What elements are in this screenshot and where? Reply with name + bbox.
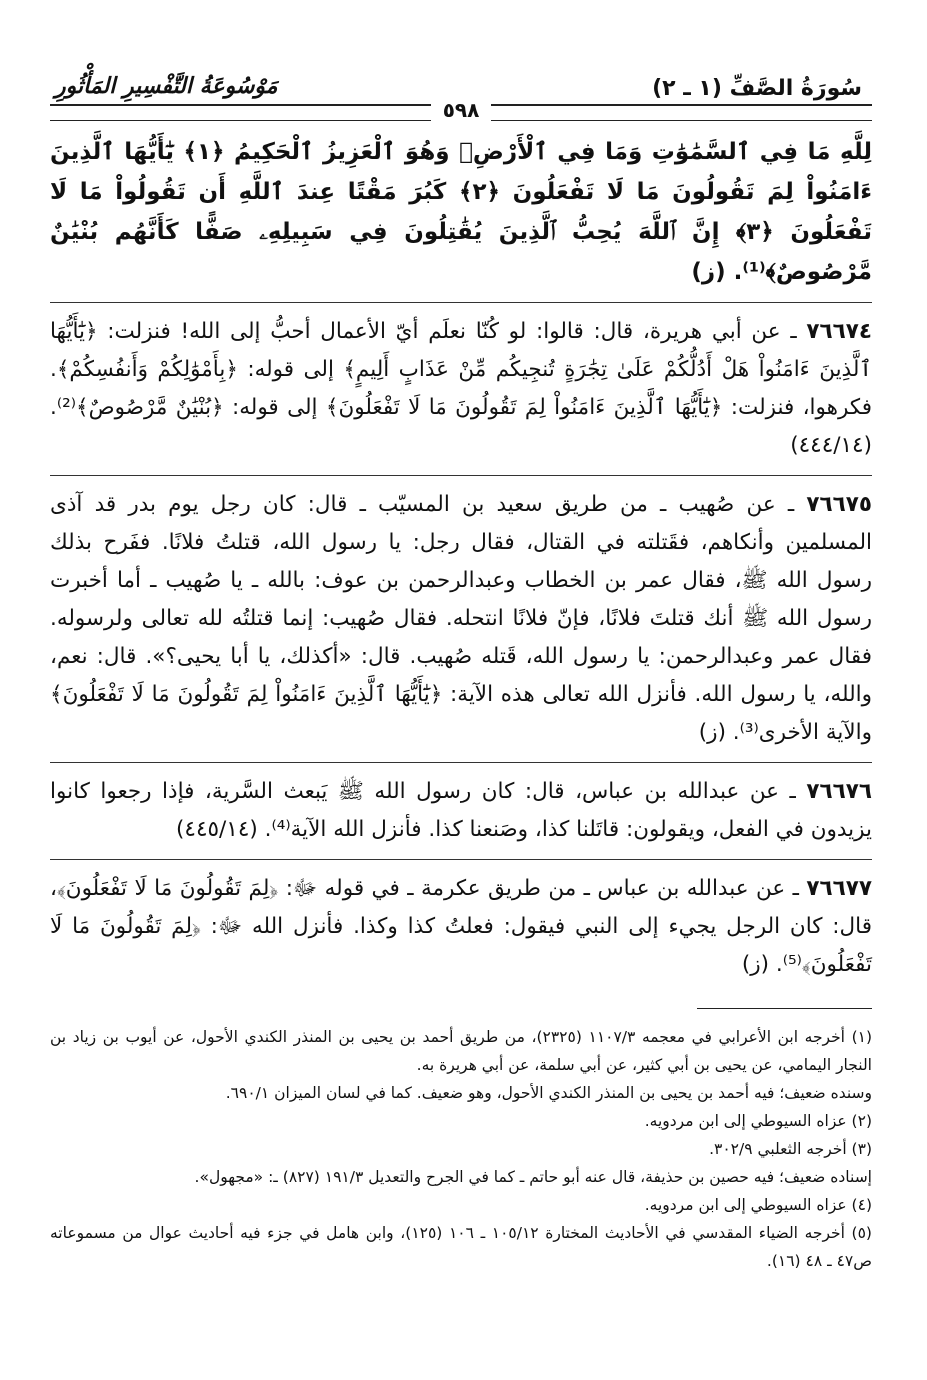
- separator: [50, 859, 872, 860]
- book-title: مَوْسُوعَةُ التَّفْسِيرِ المَأْثُورِ: [55, 74, 278, 99]
- separator: [50, 302, 872, 303]
- surah-title: سُورَةُ الصَّفِّ (١ ـ ٢): [652, 76, 862, 101]
- quran-verses: لِلَّهِ مَا فِي ٱلسَّمَٰوَٰتِ وَمَا فِي ٱلْأَرْضِۖ وَهُوَ ٱلْعَزِيزُ ٱلْحَكِيمُ ﴿١﴾ يَٰٓأَيُّهَا ٱلَّذِينَ ءَامَنُواْ لِمَ تَقُولُونَ مَا لَا تَفْعَلُونَ ﴿٢﴾ كَبُرَ مَقْتًا عِندَ ٱللَّهِ أَن تَقُولُواْ مَا لَا تَفْعَلُونَ ﴿٣﴾ إِنَّ ٱللَّهَ يُحِبُّ ٱلَّذِينَ يُقَٰتِلُونَ فِي سَبِيلِهِۦ صَفًّا كَأَنَّهُم بُنْيَٰنٌ مَّرْصُوصٌ﴾⁽¹⁾. (ز): [50, 139, 873, 285]
- footnote: إسناده ضعيف؛ فيه حصين بن حذيفة، قال عنه أبو حاتم ـ كما في الجرح والتعديل ١٩١/٣ (٨٢٧) ـ: «مجهول».: [194, 1168, 872, 1186]
- footnote-rule: [697, 1008, 872, 1009]
- footnote: (٤) عزاه السيوطي إلى ابن مردويه.: [644, 1196, 872, 1214]
- footnote: وسنده ضعيف؛ فيه أحمد بن يحيى بن المنذر الكندي الأحول، وهو ضعيف. كما في لسان الميزان ٦٩٠/١.: [225, 1084, 872, 1102]
- narration-entry: [50, 773, 872, 849]
- separator: [50, 762, 872, 763]
- footnote: (٥) أخرجه الضياء المقدسي في الأحاديث المختارة ١٠٥/١٢ ـ ١٠٦ (١٢٥)، وابن هامل في جزء فيه أحاديث عوال من مسموعاته ص٤٧ ـ ٤٨ (١٦).: [50, 1224, 872, 1270]
- narration-reference: (٤٤٥/١٤): [176, 817, 258, 842]
- narration-text: ـ عن أبي هريرة، قال: قالوا: لو كُنّا نعلَم أيّ الأعمال أحبُّ إلى الله! فنزلت: ﴿يَٰٓأَيُّهَا ٱلَّذِينَ ءَامَنُواْ هَلْ أَدُلُّكُمْ عَلَىٰ تِجَٰرَةٍ تُنجِيكُم مِّنْ عَذَابٍ أَلِيمٍ﴾ إلى قوله: ﴿بِأَمْوَٰلِكُمْ وَأَنفُسِكُمْ﴾. فكرهوا، فنزلت: ﴿يَٰٓأَيُّهَا ٱلَّذِينَ ءَامَنُواْ لِمَ تَقُولُونَ مَا لَا تَفْعَلُونَ﴾ إلى قوله: ﴿بُنْيَٰنٌ مَّرْصُوصٌ﴾⁽²⁾.: [50, 319, 872, 420]
- narration-entry: [50, 486, 872, 752]
- page-header: [50, 70, 872, 122]
- narration-reference: (٤٤٤/١٤): [790, 433, 872, 458]
- narration-text: ـ عن عبدالله بن عباس ـ من طريق عكرمة ـ في قوله ﷻ: ﴿لِمَ تَقُولُونَ مَا لَا تَفْعَلُونَ﴾، قال: كان الرجل يجيء إلى النبي فيقول: فعلتُ كذا وكذا. فأنزل الله ﷻ: ﴿لِمَ تَقُولُونَ مَا لَا تَفْعَلُونَ﴾⁽⁵⁾. (ز): [50, 876, 872, 977]
- footnotes: [50, 1023, 872, 1275]
- footnote: (٢) عزاه السيوطي إلى ابن مردويه.: [644, 1112, 872, 1130]
- narration-entry: [50, 313, 872, 465]
- page-number: ٥٩٨: [431, 98, 492, 122]
- narration-number: ٧٦٦٧٥: [806, 492, 873, 517]
- footnote: (١) أخرجه ابن الأعرابي في معجمه ١١٠٧/٣ (٢٣٢٥)، من طريق أحمد بن يحيى بن المنذر الكندي الأحول، عن أيوب بن زياد بن النجار اليمامي، عن يحيى بن أبي كثير، عن أبي سلمة، عن أبي هريرة به.: [50, 1028, 873, 1074]
- narration-number: ٧٦٦٧٧: [806, 876, 872, 901]
- separator: [50, 475, 872, 476]
- narration-number: ٧٦٦٧٤: [806, 319, 872, 344]
- narration-entry: [50, 870, 872, 984]
- narration-text: ـ عن عبدالله بن عباس، قال: كان رسول الله ﷺ يَبعث السَّرية، فإذا رجعوا كانوا يزيدون في الفعل، ويقولون: قاتَلنا كذا، وصَنعنا كذا. فأنزل الله الآية⁽⁴⁾.: [50, 779, 872, 842]
- footnote: (٣) أخرجه الثعلبي ٣٠٢/٩.: [709, 1140, 872, 1158]
- narration-number: ٧٦٦٧٦: [806, 779, 872, 804]
- book-page: [50, 70, 872, 1275]
- narration-text: ـ عن صُهيب ـ من طريق سعيد بن المسيّب ـ قال: كان رجل يوم بدر قد آذى المسلمين وأنكاهم، فقَتلته في القتال، فقال رجل: يا رسول الله، قتلتُ فلانًا. ففَرح بذلك رسول الله ﷺ، فقال عمر بن الخطاب وعبدالرحمن بن عوف: بالله ـ يا صُهيب ـ أما أخبرت رسول الله ﷺ أنك قتلتَ فلانًا، فإنّ فلانًا انتحله. فقال صُهيب: إنما قتلتُه لله تعالى ولرسوله. فقال عمر وعبدالرحمن: يا رسول الله، قَتله صُهيب. قال: «أكذلك، يا أبا يحيى؟». قال: نعم، والله، يا رسول الله. فأنزل الله تعالى هذه الآية: ﴿يَٰٓأَيُّهَا ٱلَّذِينَ ءَامَنُواْ لِمَ تَقُولُونَ مَا لَا تَفْعَلُونَ﴾ والآية الأخرى⁽³⁾. (ز): [50, 492, 872, 745]
